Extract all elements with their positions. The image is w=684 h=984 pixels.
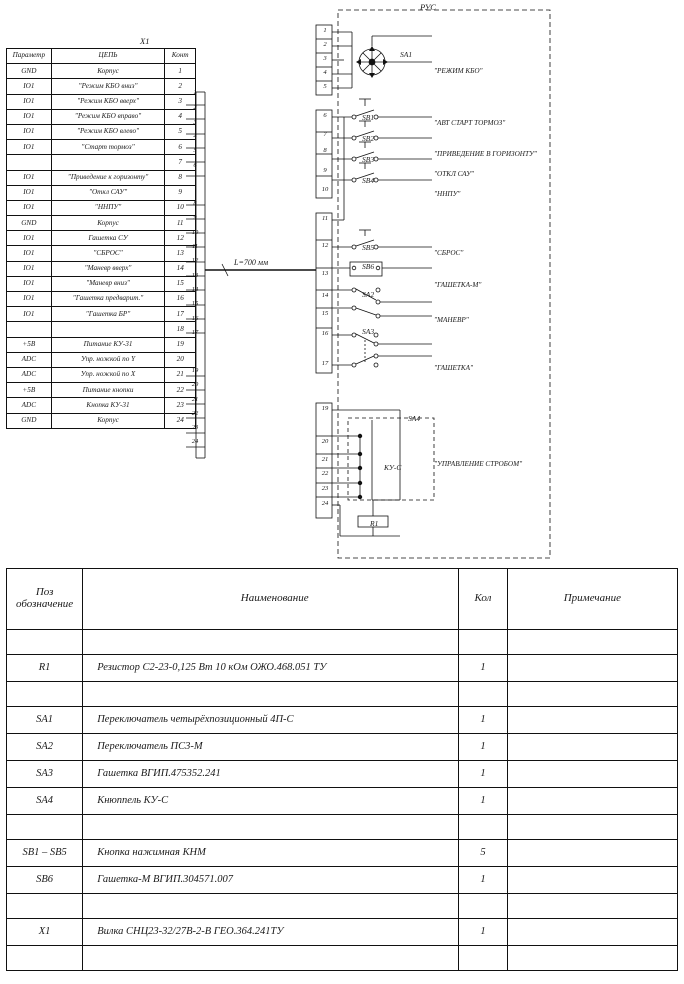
bom-cell-note — [507, 655, 677, 682]
reference-designator: SB3 — [362, 155, 375, 164]
x1-cell-kont: 10 — [165, 200, 196, 215]
rus-pin-number: 9 — [323, 167, 327, 174]
table-row — [7, 894, 678, 919]
reference-designator: SB1 — [362, 113, 375, 122]
reference-designator: SA4 — [408, 414, 421, 423]
x1-row — [7, 322, 196, 337]
wire-number: 20 — [191, 381, 199, 388]
x1-cell-kont: 18 — [165, 322, 196, 337]
x1-cell-param: ADC — [7, 367, 52, 382]
x1-cell-param: IO1 — [7, 140, 52, 155]
x1-cell-param — [7, 155, 52, 170]
bom-cell-name — [83, 894, 459, 919]
x1-cell-param: ADC — [7, 352, 52, 367]
bom-cell-pos: SA1 — [7, 707, 83, 734]
x1-header-kont: Конт — [165, 49, 196, 64]
x1-cell-cep: Упр. ножкой по Y — [51, 352, 165, 367]
x1-cell-kont: 1 — [165, 64, 196, 79]
x1-cell-kont: 13 — [165, 246, 196, 261]
rus-pin-number: 14 — [321, 292, 329, 299]
bom-cell-note — [507, 761, 677, 788]
x1-cell-kont: 24 — [165, 413, 196, 428]
bom-cell-kol — [459, 815, 508, 840]
x1-cell-cep: "СБРОС" — [51, 246, 165, 261]
x1-cell-param: IO1 — [7, 261, 52, 276]
bom-cell-name — [83, 815, 459, 840]
bom-cell-pos — [7, 946, 83, 971]
table-row — [7, 734, 678, 761]
bom-cell-note — [507, 682, 677, 707]
x1-cell-cep — [51, 155, 165, 170]
bom-cell-name — [83, 630, 459, 655]
signal-label: "МАНЕВР" — [434, 316, 469, 324]
wire-number: 14 — [191, 286, 199, 293]
wire-number: 22 — [191, 410, 199, 417]
x1-cell-cep: Питание КУ-31 — [51, 337, 165, 352]
bom-cell-name: Вилка СНЦ23-32/27В-2-В ГЕО.364.241ТУ — [83, 919, 459, 946]
x1-cell-param: IO1 — [7, 276, 52, 291]
signal-label: "СБРОС" — [434, 249, 464, 257]
wire-number: 19 — [191, 367, 199, 374]
x1-cell-kont: 16 — [165, 292, 196, 307]
bom-cell-kol: 1 — [459, 734, 508, 761]
x1-row — [7, 124, 196, 139]
bom-cell-note — [507, 815, 677, 840]
bom-header-name: Наименование — [83, 569, 459, 630]
bom-cell-kol: 1 — [459, 707, 508, 734]
x1-row — [7, 337, 196, 352]
x1-cell-param — [7, 322, 52, 337]
x1-table-head — [7, 49, 196, 64]
x1-row — [7, 64, 196, 79]
x1-row — [7, 140, 196, 155]
bom-cell-name: Гашетка-М ВГИП.304571.007 — [83, 867, 459, 894]
rus-pin-number: 3 — [323, 55, 327, 62]
bom-cell-kol — [459, 682, 508, 707]
bom-cell-name: Кнопка нажимная КНМ — [83, 840, 459, 867]
signal-label: "УПРАВЛЕНИЕ СТРОБОМ" — [434, 460, 523, 468]
x1-cell-cep — [51, 322, 165, 337]
reference-designator: SB2 — [362, 134, 375, 143]
bom-body — [7, 630, 678, 971]
wire-number: 1 — [193, 89, 197, 96]
x1-cell-cep: "Режим КБО вправо" — [51, 109, 165, 124]
x1-cell-cep: "Маневр вниз" — [51, 276, 165, 291]
bom-cell-pos: R1 — [7, 655, 83, 682]
bom-header-row — [7, 569, 678, 630]
table-row — [7, 815, 678, 840]
reference-designator: SA3 — [362, 327, 375, 336]
x1-cell-kont: 7 — [165, 155, 196, 170]
bom-header-pos-line2: обозначение — [16, 598, 74, 610]
x1-cell-cep: Корпус — [51, 413, 165, 428]
rus-pin-number: 11 — [321, 215, 329, 222]
x1-cell-param: GND — [7, 413, 52, 428]
wire-number: 10 — [191, 229, 199, 236]
bom-cell-note — [507, 919, 677, 946]
x1-cell-param: ADC — [7, 398, 52, 413]
bom-cell-note — [507, 894, 677, 919]
rus-pin-number: 6 — [323, 112, 327, 119]
signal-label: "ОТКЛ САУ" — [434, 170, 474, 178]
rus-pin-number: 7 — [323, 131, 327, 138]
x1-row — [7, 352, 196, 367]
table-row — [7, 707, 678, 734]
table-row — [7, 919, 678, 946]
x1-row — [7, 383, 196, 398]
x1-cell-cep: "Режим КБО вверх" — [51, 94, 165, 109]
x1-row — [7, 155, 196, 170]
bom-cell-pos: SB6 — [7, 867, 83, 894]
signal-label: "РЕЖИМ КБО" — [434, 67, 483, 75]
rus-pin-number: 5 — [323, 83, 327, 90]
x1-cell-cep: "Старт тормоз" — [51, 140, 165, 155]
rus-pin-number: 12 — [321, 242, 329, 249]
x1-cell-param: IO1 — [7, 246, 52, 261]
wire-number: 24 — [191, 438, 199, 445]
bom-cell-note — [507, 734, 677, 761]
wire-number: 17 — [191, 329, 199, 336]
wire-number: 11 — [191, 243, 199, 250]
rus-pin-number: 20 — [321, 438, 329, 445]
x1-cell-kont: 5 — [165, 124, 196, 139]
wire-number: 5 — [193, 147, 197, 154]
x1-row — [7, 276, 196, 291]
wire-number: 13 — [191, 272, 199, 279]
bom-cell-name — [83, 946, 459, 971]
x1-cell-param: GND — [7, 64, 52, 79]
reference-designator: R1 — [370, 519, 379, 528]
x1-cell-kont: 14 — [165, 261, 196, 276]
rus-pin-number: 19 — [321, 405, 329, 412]
x1-cell-cep: "Приведение к горизонту" — [51, 170, 165, 185]
x1-connector-table — [6, 48, 196, 429]
bom-cell-pos — [7, 630, 83, 655]
reference-designator: SA1 — [400, 50, 413, 59]
wire-number: 9 — [193, 214, 197, 221]
x1-row — [7, 261, 196, 276]
x1-cell-param: IO1 — [7, 231, 52, 246]
reference-designator: SB4 — [362, 176, 375, 185]
wire-number: 15 — [191, 300, 199, 307]
rus-pin-number: 13 — [321, 270, 329, 277]
x1-cell-kont: 9 — [165, 185, 196, 200]
x1-row — [7, 185, 196, 200]
x1-cell-kont: 23 — [165, 398, 196, 413]
bom-header-kol: Кол — [459, 569, 508, 630]
rus-pin-number: 2 — [323, 41, 327, 48]
reference-designator: SB6 — [362, 262, 375, 271]
bom-cell-pos — [7, 894, 83, 919]
x1-cell-param: IO1 — [7, 94, 52, 109]
rus-pin-number: 17 — [321, 360, 329, 367]
rus-pin-number: 22 — [321, 470, 329, 477]
x1-cell-cep: "Откл САУ" — [51, 185, 165, 200]
x1-cell-cep: "ННПУ" — [51, 200, 165, 215]
x1-cell-kont: 3 — [165, 94, 196, 109]
x1-cell-param: +5B — [7, 383, 52, 398]
rus-pin-number: 23 — [321, 485, 329, 492]
bom-cell-name: Кнюппель КУ-С — [83, 788, 459, 815]
bom-cell-note — [507, 788, 677, 815]
rus-pin-number: 4 — [323, 69, 327, 76]
bom-cell-kol — [459, 946, 508, 971]
bom-cell-kol: 1 — [459, 761, 508, 788]
signal-label: "ГАШЕТКА" — [434, 364, 474, 372]
bom-cell-name — [83, 682, 459, 707]
x1-row — [7, 170, 196, 185]
bom-cell-kol: 5 — [459, 840, 508, 867]
x1-cell-kont: 8 — [165, 170, 196, 185]
table-row — [7, 946, 678, 971]
table-row — [7, 655, 678, 682]
x1-cell-param: IO1 — [7, 170, 52, 185]
x1-cell-cep: Кнопка КУ-31 — [51, 398, 165, 413]
x1-cell-param: IO1 — [7, 307, 52, 322]
x1-cell-kont: 12 — [165, 231, 196, 246]
x1-cell-cep: "Маневр вверх" — [51, 261, 165, 276]
bill-of-materials-table — [6, 568, 678, 971]
x1-connector-title: X1 — [140, 36, 150, 46]
reference-designator: SB5 — [362, 243, 375, 252]
x1-row — [7, 79, 196, 94]
rus-pin-number: 16 — [321, 330, 329, 337]
bom-cell-note — [507, 867, 677, 894]
bom-cell-pos — [7, 682, 83, 707]
bom-cell-pos: SA2 — [7, 734, 83, 761]
reference-designator: КУ-С — [384, 463, 402, 472]
x1-cell-cep: "Гашетка предварит." — [51, 292, 165, 307]
bom-cell-pos — [7, 815, 83, 840]
bom-header-note: Примечание — [507, 569, 677, 630]
x1-cell-kont: 6 — [165, 140, 196, 155]
bom-cell-name: Резистор С2-23-0,125 Вт 10 кОм ОЖО.468.051 ТУ — [83, 655, 459, 682]
bom-cell-kol: 1 — [459, 867, 508, 894]
bom-cell-note — [507, 630, 677, 655]
bom-header-pos — [7, 569, 83, 630]
table-row — [7, 840, 678, 867]
reference-designator: SA2 — [362, 290, 375, 299]
bom-cell-name: Переключатель четырёхпозиционный 4П-С — [83, 707, 459, 734]
x1-header-cep: ЦЕПЬ — [51, 49, 165, 64]
x1-cell-cep: Корпус — [51, 64, 165, 79]
x1-row — [7, 200, 196, 215]
bom-cell-kol: 1 — [459, 788, 508, 815]
x1-cell-kont: 4 — [165, 109, 196, 124]
wire-number: 2 — [193, 104, 197, 111]
x1-header-row — [7, 49, 196, 64]
bom-cell-name: Переключатель ПС3-М — [83, 734, 459, 761]
rus-pin-number: 21 — [321, 456, 329, 463]
x1-row — [7, 413, 196, 428]
wire-number: 6 — [193, 162, 197, 169]
bom-cell-pos: X1 — [7, 919, 83, 946]
signal-label: "ННПУ" — [434, 190, 461, 198]
bom-cell-note — [507, 840, 677, 867]
x1-cell-param: IO1 — [7, 79, 52, 94]
x1-cell-cep: Упр. ножкой по X — [51, 367, 165, 382]
x1-cell-param: IO1 — [7, 292, 52, 307]
bom-cell-pos: SA3 — [7, 761, 83, 788]
rus-pin-number: 10 — [321, 186, 329, 193]
x1-cell-kont: 21 — [165, 367, 196, 382]
x1-row — [7, 246, 196, 261]
signal-label: "АВТ СТАРТ ТОРМОЗ" — [434, 119, 506, 127]
x1-row — [7, 216, 196, 231]
x1-row — [7, 292, 196, 307]
wire-number: 3 — [193, 119, 197, 126]
x1-table-body — [7, 64, 196, 429]
x1-cell-param: IO1 — [7, 124, 52, 139]
x1-cell-cep: "Гашетка БР" — [51, 307, 165, 322]
bom-header-pos-line1: Поз — [35, 586, 54, 599]
cable-length-label: L=700 мм — [234, 258, 269, 267]
x1-cell-kont: 15 — [165, 276, 196, 291]
bom-head — [7, 569, 678, 630]
x1-cell-kont: 17 — [165, 307, 196, 322]
rus-pin-number: 1 — [323, 27, 327, 34]
table-row — [7, 682, 678, 707]
wire-number: 23 — [191, 424, 199, 431]
rus-pin-number: 15 — [321, 310, 329, 317]
x1-cell-param: IO1 — [7, 185, 52, 200]
bom-cell-pos: SB1 – SB5 — [7, 840, 83, 867]
x1-cell-cep: "Режим КБО вниз" — [51, 79, 165, 94]
rus-block-title: РУС — [420, 2, 436, 12]
bom-cell-kol: 1 — [459, 919, 508, 946]
x1-cell-param: GND — [7, 216, 52, 231]
x1-cell-kont: 19 — [165, 337, 196, 352]
x1-cell-kont: 2 — [165, 79, 196, 94]
rus-pin-number: 24 — [321, 500, 329, 507]
x1-cell-param: +5B — [7, 337, 52, 352]
bom-cell-kol: 1 — [459, 655, 508, 682]
x1-row — [7, 94, 196, 109]
x1-cell-kont: 22 — [165, 383, 196, 398]
x1-cell-cep: Корпус — [51, 216, 165, 231]
x1-cell-cep: "Режим КБО влево" — [51, 124, 165, 139]
x1-row — [7, 231, 196, 246]
wire-number: 16 — [191, 315, 199, 322]
bom-cell-pos: SA4 — [7, 788, 83, 815]
wire-number: 12 — [191, 257, 199, 264]
x1-row — [7, 398, 196, 413]
rus-pin-number: 8 — [323, 147, 327, 154]
x1-cell-param: IO1 — [7, 109, 52, 124]
table-row — [7, 630, 678, 655]
x1-cell-param: IO1 — [7, 200, 52, 215]
bom-cell-kol — [459, 630, 508, 655]
bom-cell-note — [507, 707, 677, 734]
table-row — [7, 867, 678, 894]
bom-cell-name: Гашетка ВГИП.475352.241 — [83, 761, 459, 788]
x1-cell-cep: Питание кнопки — [51, 383, 165, 398]
table-row — [7, 761, 678, 788]
table-row — [7, 788, 678, 815]
x1-cell-kont: 11 — [165, 216, 196, 231]
wire-number: 8 — [193, 200, 197, 207]
wire-number: 21 — [191, 396, 199, 403]
x1-cell-kont: 20 — [165, 352, 196, 367]
x1-row — [7, 367, 196, 382]
x1-row — [7, 307, 196, 322]
x1-header-param: Параметр — [7, 49, 52, 64]
signal-label: "ГАШЕТКА-М" — [434, 281, 482, 289]
bom-cell-note — [507, 946, 677, 971]
wire-number: 4 — [193, 133, 197, 140]
bom-cell-kol — [459, 894, 508, 919]
x1-row — [7, 109, 196, 124]
signal-label: "ПРИВЕДЕНИЕ В ГОРИЗОНТУ" — [434, 150, 537, 158]
x1-cell-cep: Гашетка СУ — [51, 231, 165, 246]
